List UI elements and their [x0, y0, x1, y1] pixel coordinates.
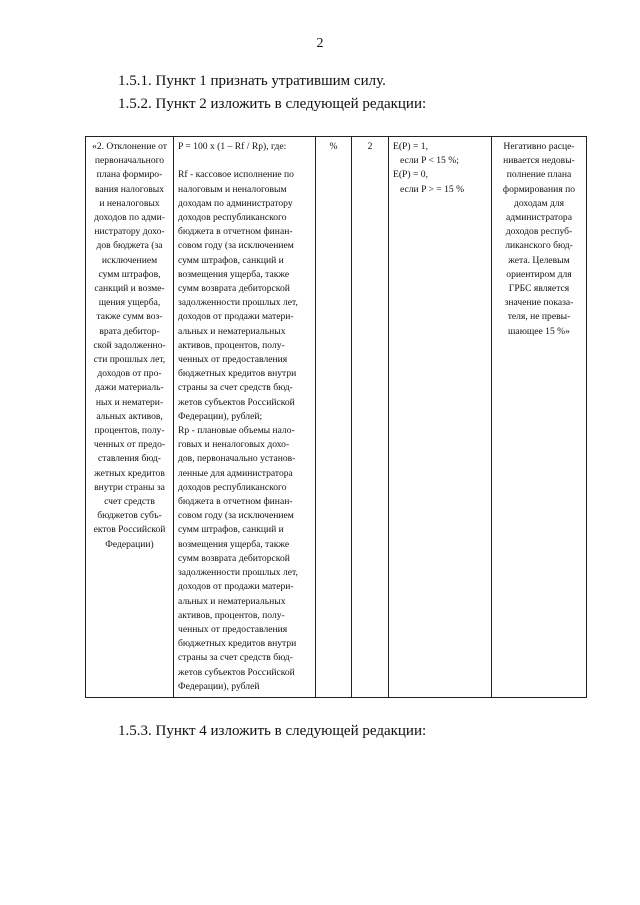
indicator-name-line: вания налоговых: [94, 183, 165, 195]
indicator-name-line: «2. Отклонение от: [92, 141, 167, 152]
indicator-name-line: дажи материаль-: [95, 382, 164, 394]
formula-line: доходов республиканского: [178, 212, 287, 224]
indicator-name-line: дов бюджета (за: [96, 240, 163, 252]
indicator-name-line: Федерации): [105, 538, 154, 550]
formula-line: страны за счет средств бюд-: [178, 652, 293, 664]
evaluation-line: если P < 15 %;: [400, 155, 459, 167]
evaluation-cell: [389, 137, 492, 698]
note-line: значение показа-: [504, 297, 574, 309]
indicator-name-line: счет средств: [104, 496, 155, 508]
formula-line: совом году (за исключением: [178, 510, 294, 522]
formula-line: доходов республиканского: [178, 481, 287, 493]
indicator-name-line: ставления бюд-: [98, 453, 161, 465]
note-line: ориентиром для: [506, 268, 572, 280]
unit-value: %: [329, 141, 338, 152]
indicator-name-line: первоначального: [94, 155, 165, 167]
formula-line: сумм возврата дебиторской: [178, 552, 290, 564]
formula-line: сумм возврата дебиторской: [178, 283, 290, 295]
formula-line: бюджета в отчетном финан-: [178, 496, 293, 508]
formula-line: альных и нематериальных: [178, 325, 286, 337]
note-line: жета. Целевым: [508, 254, 570, 266]
formula-line: [178, 154, 311, 168]
indicator-name-line: санкций и возме-: [94, 283, 165, 295]
note-line: теля, не превы-: [507, 311, 571, 323]
indicator-name-line: доходов по адми-: [94, 212, 165, 224]
formula-line: активов, процентов, полу-: [178, 609, 285, 621]
note-line: ликанского бюд-: [505, 240, 573, 252]
formula-line: бюджетных кредитов внутри: [178, 638, 297, 650]
formula-line: альных и нематериальных: [178, 595, 286, 607]
weight-cell: [352, 137, 389, 698]
note-cell: [492, 137, 587, 698]
paragraph-1-5-2: 1.5.2. Пункт 2 изложить в следующей редакции:: [118, 96, 427, 112]
formula-line: жетов субъектов Российской: [178, 666, 295, 678]
note-line: полнение плана: [506, 169, 572, 181]
formula-line: ченных от предоставления: [178, 354, 288, 366]
formula-line: возмещения ущерба, также: [178, 538, 290, 550]
formula-line: P = 100 x (1 – Rf / Rp), где:: [178, 141, 287, 152]
indicator-name-line: щения ущерба,: [98, 297, 161, 309]
formula-line: активов, процентов, полу-: [178, 339, 285, 351]
evaluation-line: если P > = 15 %: [400, 183, 465, 195]
indicator-name-line: нистратору дохо-: [94, 226, 165, 238]
formula-line: доходов от продажи матери-: [178, 311, 294, 323]
formula-line: жетов субъектов Российской: [178, 396, 295, 408]
note-line: нивается недовы-: [503, 155, 575, 167]
indicator-name-cell: [86, 137, 174, 698]
note-line: формирования по: [502, 183, 576, 195]
indicator-name-line: доходов от про-: [97, 368, 162, 380]
paragraph-1-5-1: 1.5.1. Пункт 1 признать утратившим силу.: [118, 73, 386, 89]
formula-line: совом году (за исключением: [178, 240, 294, 252]
indicator-name-line: сти прошлых лет,: [93, 354, 166, 366]
indicator-name-line: и неналоговых: [99, 197, 160, 209]
table-row: [86, 137, 587, 698]
formula-cell: [174, 137, 316, 698]
formula-line: доходам по администратору: [178, 197, 293, 209]
formula-line: дов, первоначально установ-: [178, 453, 296, 465]
formula-line: Rp - плановые объемы нало-: [178, 425, 295, 437]
note-line: шающее 15 %»: [508, 325, 570, 337]
paragraph-1-5-3: 1.5.3. Пункт 4 изложить в следующей редакции:: [118, 723, 427, 739]
indicator-name-line: исключением: [101, 254, 158, 266]
formula-line: бюджета в отчетном финан-: [178, 226, 293, 238]
formula-line: Rf - кассовое исполнение по: [178, 169, 294, 181]
note-line: администратора: [506, 212, 572, 224]
formula-line: доходов от продажи матери-: [178, 581, 294, 593]
formula-line: сумм штрафов, санкций и: [178, 524, 284, 536]
indicator-name-line: ектов Российской: [93, 524, 166, 536]
formula-line: возмещения ущерба, также: [178, 268, 290, 280]
formula-line: ченных от предоставления: [178, 623, 288, 635]
formula-line: говых и неналоговых дохо-: [178, 439, 290, 451]
indicator-name-line: плана формиро-: [96, 169, 163, 181]
formula-line: задолженности прошлых лет,: [178, 567, 298, 579]
indicator-name-line: процентов, полу-: [94, 425, 165, 437]
indicator-name-line: врата дебитор-: [99, 325, 160, 337]
formula-line: задолженности прошлых лет,: [178, 297, 298, 309]
indicator-name-line: ных и нематери-: [95, 396, 164, 408]
indicator-name-line: ченных от предо-: [93, 439, 166, 451]
indicator-name-line: бюджетов субъ-: [97, 510, 162, 522]
indicator-name-line: ской задолженно-: [93, 339, 166, 351]
formula-line: страны за счет средств бюд-: [178, 382, 293, 394]
formula-line: бюджетных кредитов внутри: [178, 368, 297, 380]
note-line: доходам для: [513, 197, 565, 209]
indicator-name-line: альных активов,: [96, 410, 163, 422]
formula-line: Федерации), рублей: [178, 680, 260, 692]
note-line: доходов респуб-: [505, 226, 573, 238]
indicator-name-line: также сумм воз-: [96, 311, 163, 323]
unit-cell: [316, 137, 352, 698]
formula-line: Федерации), рублей;: [178, 410, 263, 422]
indicator-name-line: сумм штрафов,: [98, 268, 161, 280]
note-line: ГРБС является: [508, 283, 570, 295]
indicator-name-line: жетных кредитов: [94, 467, 165, 479]
indicator-table: [85, 136, 587, 698]
weight-value: 2: [367, 141, 373, 152]
evaluation-line: E(P) = 1,: [393, 141, 428, 152]
note-line: Негативно расце-: [503, 141, 575, 152]
indicator-name-line: внутри страны за: [94, 481, 165, 493]
evaluation-line: E(P) = 0,: [393, 169, 428, 181]
formula-line: ленные для администратора: [178, 467, 293, 479]
page-number: 2: [316, 36, 324, 51]
formula-line: налоговым и неналоговым: [178, 183, 287, 195]
formula-line: сумм штрафов, санкций и: [178, 254, 284, 266]
